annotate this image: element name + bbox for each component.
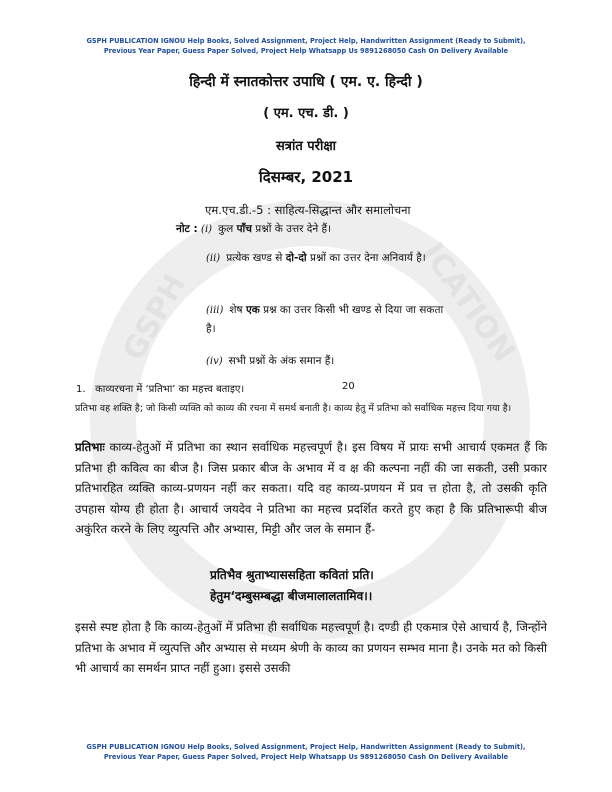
shloka-line-1: प्रतिभैव श्रुताभ्याससहिता कवितां प्रति। (210, 568, 374, 582)
footer-line-2: Previous Year Paper, Guess Paper Solved, Project Help Whatsapp Us 9891268050 Cash On Delivery Available (103, 753, 509, 761)
question-text: काव्यरचना में ‘प्रतिभा’ का महत्त्व बताइए। (95, 384, 245, 395)
answer-paragraph-2: इससे स्पष्ट होता है कि काव्य-हेतुओं में प्रतिभा ही सर्वाधिक महत्त्वपूर्ण है। दण्डी ही एकमात्र ऐसे आचार्य है, जिन्होंने प्रतिभा के अभाव में व्युत्पत्ति और अभ्यास से मध्यम श्रेणी के काव्य का प्रणयन सम्भव माना है। उनके मत को किसी भी आचार्य का समर्थन प्राप्त नहीं हुआ। इससे उसकी (75, 620, 547, 675)
exam-type: सत्रांत परीक्षा (275, 139, 337, 154)
note-item-3 (206, 301, 446, 338)
note-item-2 (206, 249, 446, 268)
watermark-text-left: GSPH (116, 268, 194, 367)
note-num: (iv) (206, 356, 223, 367)
exam-date: दिसम्बर, 2021 (258, 168, 354, 186)
header-line-2: Previous Year Paper, Guess Paper Solved, Project Help Whatsapp Us 9891268050 Cash On Delivery Available (103, 47, 509, 55)
footer-line-1: GSPH PUBLICATION IGNOU Help Books, Solved Assignment, Project Help, Handwritten Assignment (Ready to Submit), (86, 743, 526, 751)
note-item-4 (206, 352, 446, 371)
exam-code: ( एम. एच. डी. ) (263, 106, 349, 121)
paragraph-text: काव्य-हेतुओं में प्रतिभा का स्थान सर्वाधिक महत्त्वपूर्ण है। इस विषय में प्रायः सभी आचार्य एकमत हैं कि प्रतिभा ही कवित्व का बीज है। जिस प्रकार बीज के अभाव में व क्ष की कल्पना नहीं की जा सकती, उसी प्रकार प्रतिभारहित व्यक्ति काव्य-प्रणयन नहीं कर सकता। यदि वह काव्य-प्रणयन में प्रव त्त होता है, तो उसकी कृति उपहास योग्य ही होता है। आचार्य जयदेव ने प्रतिभा का महत्त्व प्रदर्शित करते हुए कहा है कि प्रतिभारूपी बीज अकुंरित करने के लिए व्युत्पत्ति और अभ्यास, मिट्टी और जल के समान हैं- (75, 440, 547, 536)
page-header (0, 36, 612, 56)
note-emphasis: दो-दो (285, 252, 307, 264)
watermark-text-right: ICATION (414, 236, 522, 369)
note-text: प्रश्नों के उत्तर देने हैं। (251, 223, 332, 235)
header-line-1: GSPH PUBLICATION IGNOU Help Books, Solved Assignment, Project Help, Handwritten Assignment (Ready to Submit), (86, 37, 526, 45)
note-text: कुल (218, 223, 237, 235)
note-num: (i) (201, 224, 213, 235)
paper-title: एम.एच.डी.-5 : साहित्य-सिद्धान्त और समालोचना (205, 203, 411, 217)
note-text: सभी प्रश्नों के अंक समान हैं। (228, 355, 335, 367)
note-text: प्रश्नों का उत्तर देना अनिवार्य है। (306, 252, 426, 264)
note-num: (ii) (206, 253, 221, 264)
note-emphasis: एक (245, 304, 260, 316)
answer-intro: प्रतिभा वह शक्ति है; जो किसी व्यक्ति को काव्य की रचना में समर्थ बनाती है। काव्य हेतु में प्रतिभा को सर्वाधिक महत्त्व दिया गया है। (75, 403, 512, 414)
shloka-line-2: हेतुम‘दम्बुसम्बद्धा बीजमालालतामिव।। (210, 589, 373, 603)
exam-title: हिन्दी में स्नातकोत्तर उपाधि ( एम. ए. हिन्दी ) (189, 74, 423, 90)
note-text: शेष (229, 304, 246, 316)
note-emphasis: पाँच (236, 223, 252, 235)
page-footer (0, 742, 612, 762)
note-text: प्रत्येक खण्ड से (226, 252, 286, 264)
question-marks: 20 (342, 381, 355, 392)
answer-paragraph-1 (75, 437, 547, 540)
paragraph-label: प्रतिभाः (75, 440, 105, 454)
question-number: 1. (76, 384, 86, 395)
question-1 (76, 381, 244, 395)
note-item-1 (176, 220, 446, 239)
note-text: प्रश्न का उत्तर किसी भी खण्ड से दिया जा सकता है। (206, 304, 444, 335)
note-num: (iii) (206, 305, 224, 316)
note-label: नोट : (176, 223, 198, 235)
